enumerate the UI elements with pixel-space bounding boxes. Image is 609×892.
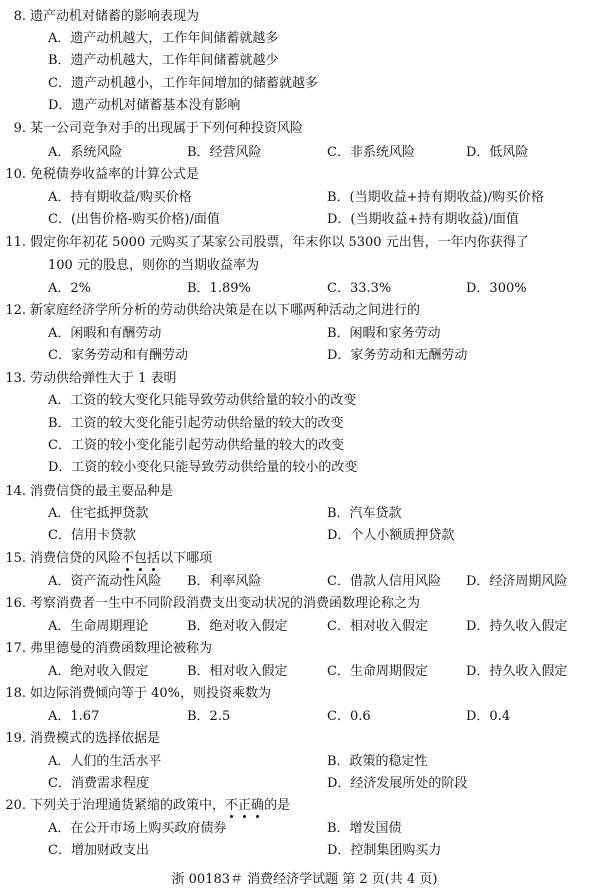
option: A．2% (48, 281, 92, 296)
question-number: 11. (5, 235, 26, 250)
emphasis-char: 不 (121, 551, 135, 566)
option: B．汽车贷款 (327, 506, 402, 521)
option: B．2.5 (187, 709, 231, 724)
question-stem: 19. 消费模式的选择依据是 (0, 731, 160, 747)
option: C．非系统风险 (327, 145, 415, 160)
question-number: 16. (5, 596, 26, 611)
option: D．持久收入假定 (466, 619, 568, 634)
question-number: 17. (5, 641, 26, 656)
question-stem: 20. 下列关于治理通货紧缩的政策中，不正确的是 (0, 798, 290, 814)
option: B．利率风险 (187, 574, 262, 589)
question-stem: 18. 如边际消费倾向等于 40%，则投资乘数为 (0, 686, 271, 702)
question-number: 15. (5, 551, 26, 566)
emphasis-text (121, 551, 160, 566)
option: A．资产流动性风险 (48, 574, 162, 589)
option: A．1.67 (48, 709, 100, 724)
option: C．消费需求程度 (48, 776, 149, 791)
emphasis-char: 括 (147, 551, 161, 566)
option: B．绝对收入假定 (187, 619, 288, 634)
question-stem: 13. 劳动供给弹性大于 1 表明 (0, 371, 177, 387)
option: C．工资的较小变化能引起劳动供给量的较大的改变 (48, 438, 344, 453)
option: C．相对收入假定 (327, 619, 428, 634)
option: D．(当期收益+持有期收益)/面值 (327, 212, 519, 227)
option: C．33.3% (327, 281, 392, 296)
option: A．工资的较大变化只能导致劳动供给量的较小的改变 (48, 393, 357, 408)
question-stem: 8. 遗产动机对储蓄的影响表现为 (0, 9, 199, 25)
option: C．生命周期假定 (327, 664, 428, 679)
option: D．工资的较小变化只能导致劳动供给量的较小的改变 (48, 460, 358, 475)
question-number: 12. (5, 303, 26, 318)
option: B．闲暇和家务劳动 (327, 326, 441, 341)
option: A．住宅抵押贷款 (48, 506, 149, 521)
page-footer: 浙 00183＃ 消费经济学试题 第 2 页(共 4 页) (171, 872, 438, 887)
option: D．经济发展所处的阶段 (327, 776, 468, 791)
option: C．遗产动机越小，工作年间增加的储蓄就越多 (48, 76, 318, 91)
emphasis-char: 确 (251, 798, 265, 813)
option: D．持久收入假定 (466, 664, 568, 679)
question-stem: 9. 某一公司竞争对手的出现属于下列何种投资风险 (0, 121, 303, 137)
question-stem: 15. 消费信贷的风险不包括以下哪项 (0, 551, 212, 567)
option: D．遗产动机对储蓄基本没有影响 (48, 98, 241, 113)
question-stem: 17. 弗里德曼的消费函数理论被称为 (0, 641, 212, 657)
option: D．控制集团购买力 (327, 843, 442, 858)
option: A．在公开市场上购买政府债券 (48, 821, 227, 836)
option: A．遗产动机越大，工作年间储蓄就越多 (48, 31, 279, 46)
question-stem: 11. 假定你年初花 5000 元购买了某家公司股票，年末你以 5300 元出售，一年内你获得了 (0, 235, 529, 251)
question-number: 10. (5, 167, 26, 182)
emphasis-char: 正 (238, 798, 252, 813)
option: C．借款人信用风险 (327, 574, 441, 589)
emphasis-char: 包 (134, 551, 148, 566)
option: B．1.89% (187, 281, 251, 296)
option: C．增加财政支出 (48, 843, 149, 858)
option: C．家务劳动和有酬劳动 (48, 348, 188, 363)
question-number: 9. (13, 121, 26, 136)
question-number: 20. (5, 798, 26, 813)
option: B．政策的稳定性 (327, 754, 428, 769)
option: A．系统风险 (48, 145, 123, 160)
option: B．工资的较大变化能引起劳动供给量的较大的改变 (48, 416, 344, 431)
option: A．闲暇和有酬劳动 (48, 326, 162, 341)
question-number: 19. (5, 731, 26, 746)
question-stem-continued: 100 元的股息，则你的当期收益率为 (48, 258, 259, 273)
question-number: 18. (5, 686, 26, 701)
emphasis-text (225, 798, 264, 813)
option: B．相对收入假定 (187, 664, 288, 679)
question-stem: 16. 考察消费者一生中不同阶段消费支出变动状况的消费函数理论称之为 (0, 596, 420, 612)
option: B．(当期收益+持有期收益)/购买价格 (327, 190, 544, 205)
option: A．生命周期理论 (48, 619, 149, 634)
option: A．持有期收益/购买价格 (48, 190, 192, 205)
option: D．0.4 (466, 709, 511, 724)
option: D．家务劳动和无酬劳动 (327, 348, 468, 363)
option: C．信用卡贷款 (48, 528, 136, 543)
option: D．300% (466, 281, 527, 296)
option: B．经营风险 (187, 145, 262, 160)
question-stem: 10. 免税债券收益率的计算公式是 (0, 167, 199, 183)
option: A．人们的生活水平 (48, 754, 162, 769)
option: D．经济周期风险 (466, 574, 568, 589)
option: D．个人小额质押贷款 (327, 528, 455, 543)
option: C．(出售价格-购买价格)/面值 (48, 212, 220, 227)
option: C．0.6 (327, 709, 371, 724)
option: A．绝对收入假定 (48, 664, 149, 679)
option: D．低风险 (466, 145, 529, 160)
question-number: 8. (13, 9, 26, 24)
option: B．遗产动机越大，工作年间储蓄就越少 (48, 53, 279, 68)
question-stem: 12. 新家庭经济学所分析的劳动供给决策是在以下哪两种活动之间进行的 (0, 303, 420, 319)
question-number: 14. (5, 484, 26, 499)
option: B．增发国债 (327, 821, 402, 836)
question-number: 13. (5, 371, 26, 386)
emphasis-char: 不 (225, 798, 239, 813)
question-stem: 14. 消费信贷的最主要品种是 (0, 484, 173, 500)
